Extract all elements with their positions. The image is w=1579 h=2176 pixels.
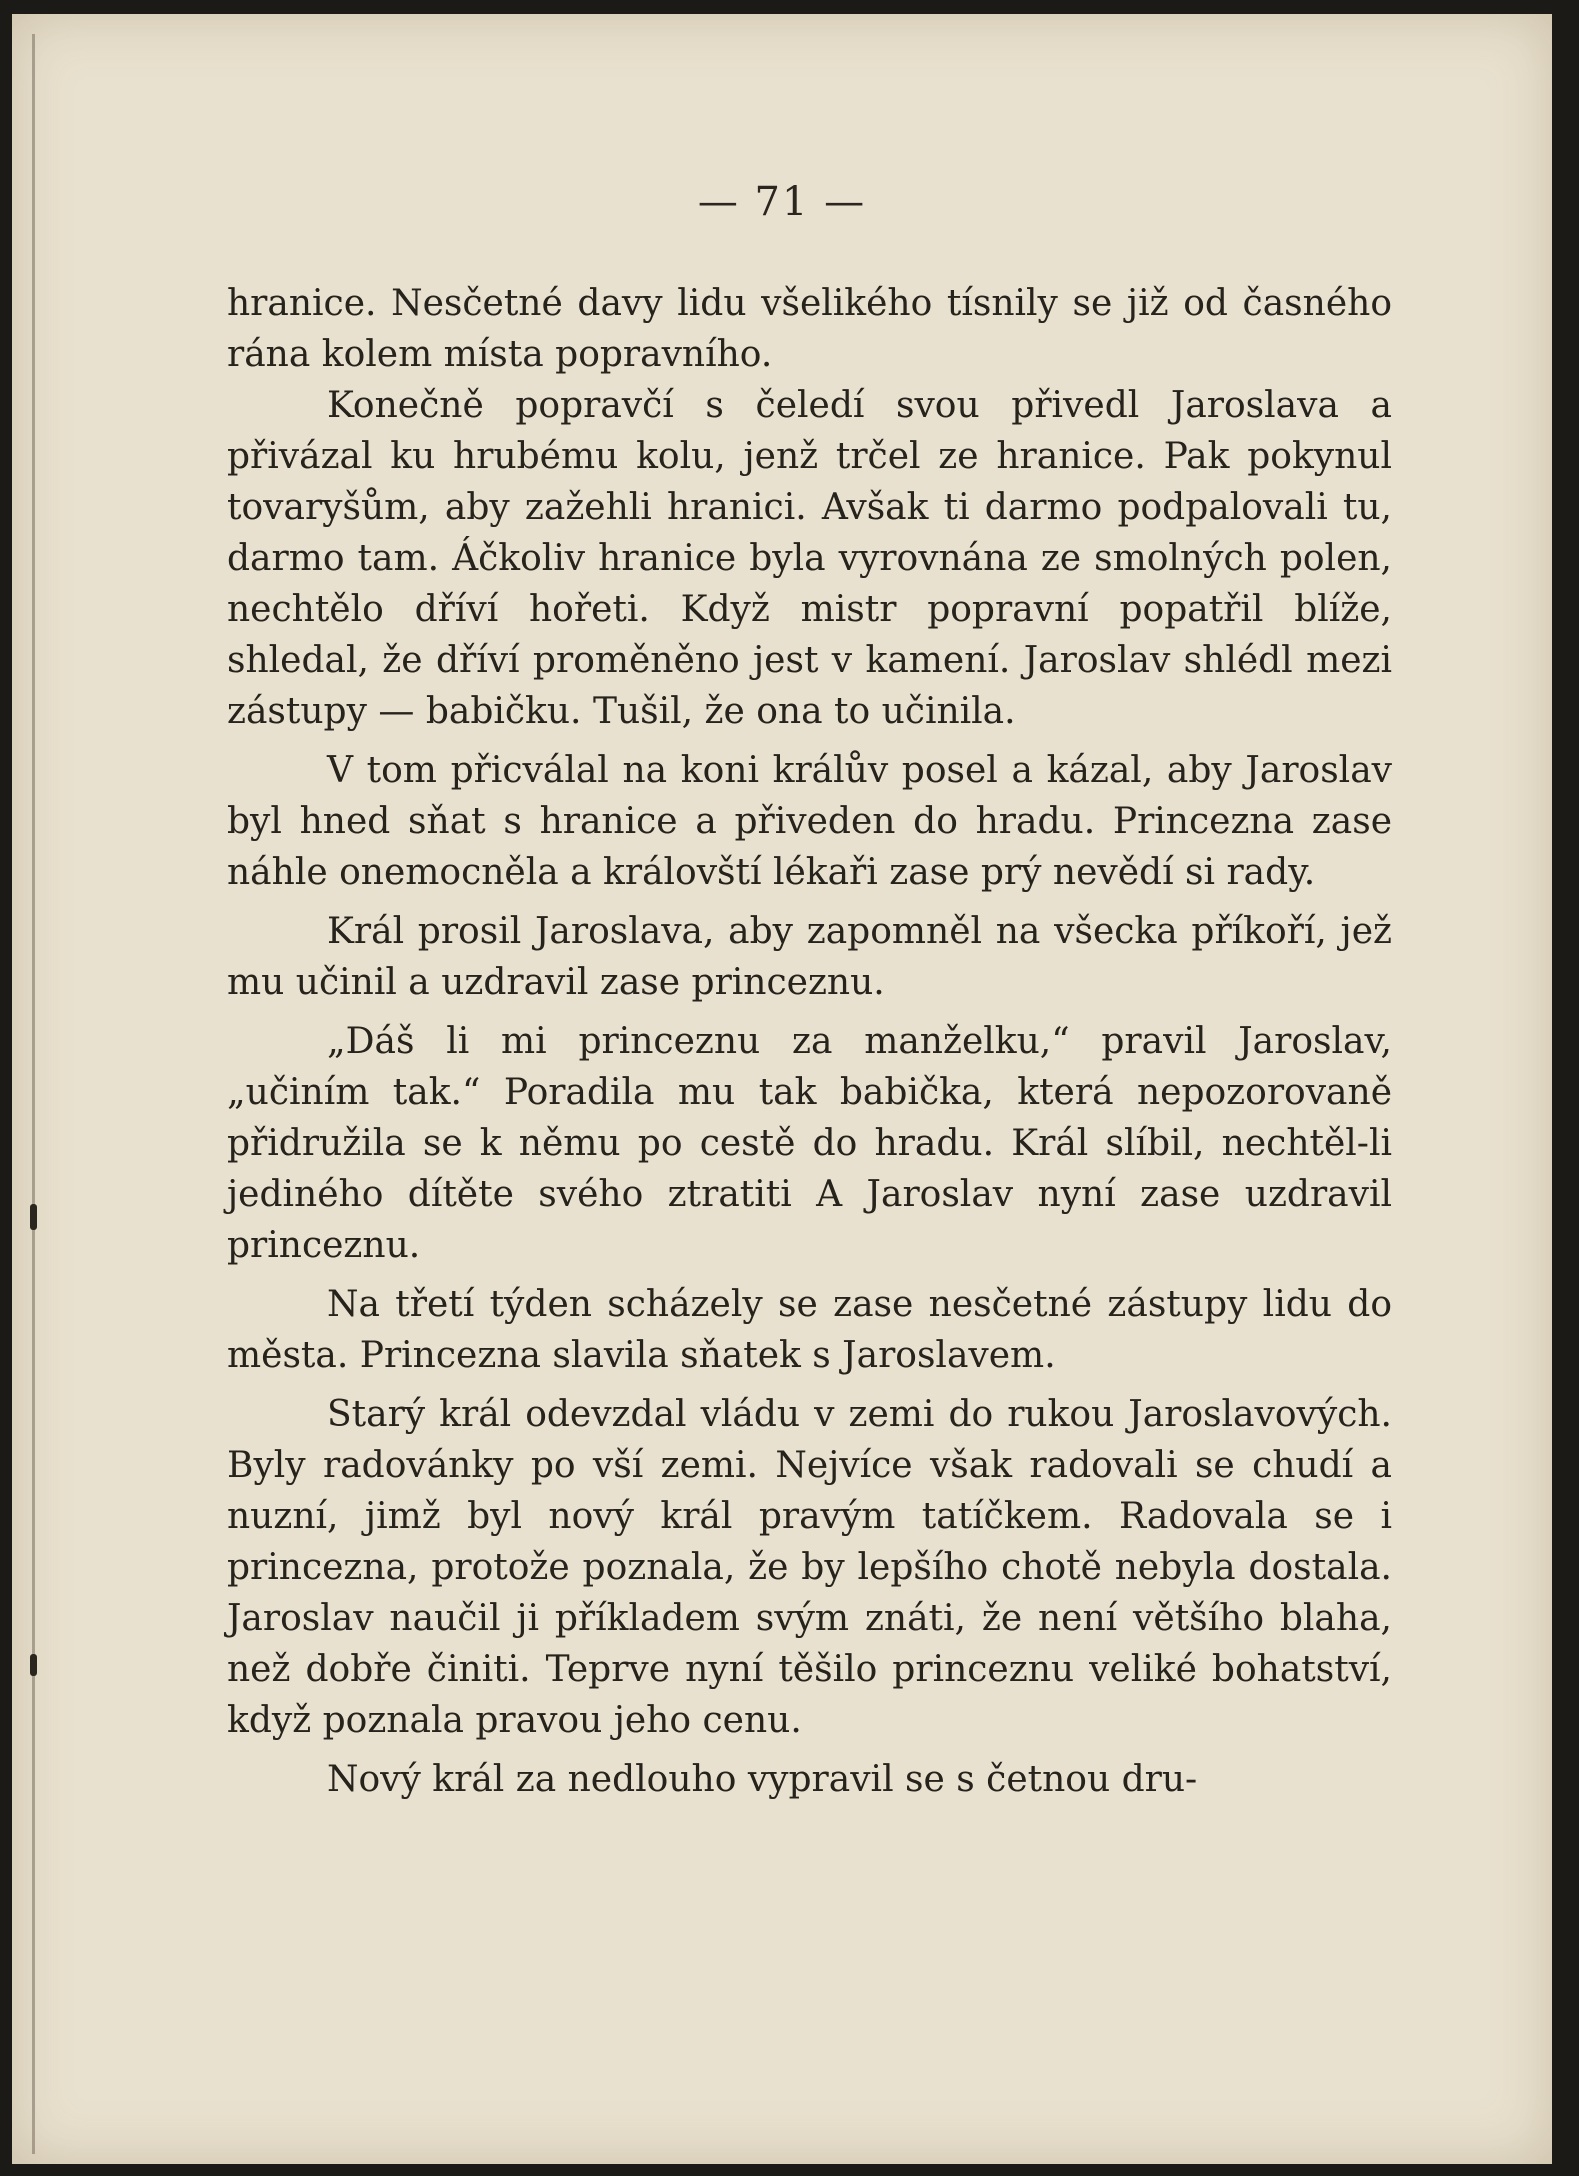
gutter-line [32,34,35,2154]
paragraph-8: Nový král za nedlouho vypravil se s četnou dru- [327,1759,1198,1800]
paragraph-2: Konečně popravčí s čeledí svou přivedl Jaroslava a přivázal ku hrubému kolu, jenž trčel ze hranice. Pak pokynul tovaryšům, aby zažehli hranici. Avšak ti darmo podpalovali tu, darmo tam. Áčkoliv hranice byla vyrovnána ze smolných polen, nechtělo dříví hořeti. Když mistr popravní popatřil blíže, shledal, že dříví proměněno jest v kamení. Jaroslav shlédl mezi zástupy — babičku. Tušil, že ona to učinila. [227,385,1392,732]
paragraph-6: Na třetí týden scházely se zase nesčetné zástupy lidu do města. Princezna slavila sňatek s Jaroslavem. [227,1284,1392,1376]
gutter-mark [30,1204,37,1230]
body-text [227,278,1392,1805]
paragraph-3: V tom přicválal na koni králův posel a kázal, aby Jaroslav byl hned sňat s hranice a přiveden do hradu. Princezna zase náhle onemocněla a královští lékaři zase prý nevědí si rady. [227,750,1392,893]
page-number: — 71 — [697,179,867,225]
paragraph-1: hranice. Nesčetné davy lidu všelikého tísnily se již od časného rána kolem místa popravního. [227,283,1392,375]
book-page [12,14,1552,2164]
paragraph-4: Král prosil Jaroslava, aby zapomněl na všecka příkoří, jež mu učinil a uzdravil zase princeznu. [227,911,1392,1003]
gutter-mark [30,1654,37,1676]
paragraph-5: „Dáš li mi princeznu za manželku,“ pravil Jaroslav, „učiním tak.“ Poradila mu tak babička, která nepozorovaně přidružila se k němu po cestě do hradu. Král slíbil, nechtěl-li jediného dítěte svého ztratiti A Jaroslav nyní zase uzdravil princeznu. [227,1021,1392,1266]
paragraph-7: Starý král odevzdal vládu v zemi do rukou Jaroslavových. Byly radovánky po vší zemi. Nejvíce však radovali se chudí a nuzní, jimž byl nový král pravým tatíčkem. Radovala se i princezna, protože poznala, že by lepšího chotě nebyla dostala. Jaroslav naučil ji příkladem svým znáti, že není většího blaha, než dobře činiti. Teprve nyní těšilo princeznu veliké bohatství, když poznala pravou jeho cenu. [227,1394,1392,1741]
